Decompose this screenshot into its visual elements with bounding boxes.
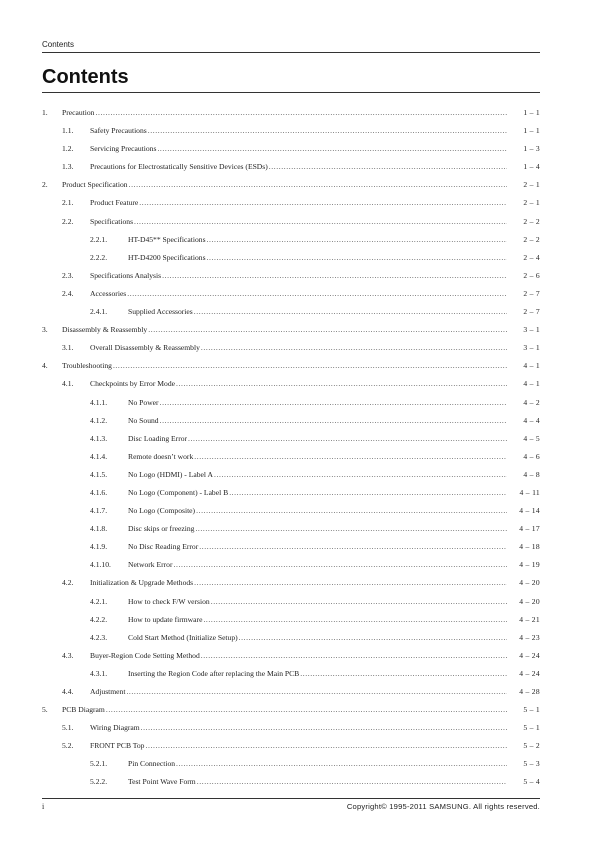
toc-entry-page: 1 – 1	[523, 108, 540, 117]
toc-entry-title: Specifications	[90, 216, 134, 226]
toc-entry-title: FRONT PCB Top	[90, 741, 145, 751]
toc-entry-page: 4 – 23	[519, 632, 540, 642]
toc-entry[interactable]	[42, 452, 540, 470]
toc-entry[interactable]	[42, 379, 540, 397]
toc-entry-page: 4 – 2	[523, 397, 540, 407]
toc-dot-leader	[188, 434, 507, 444]
toc-entry-page: 4 – 20	[519, 578, 540, 588]
toc-entry-title: Safety Precautions	[90, 126, 147, 136]
toc-dot-leader	[239, 633, 507, 643]
toc-entry[interactable]	[42, 217, 540, 235]
toc-entry-page: 4 – 11	[519, 487, 540, 497]
toc-dot-leader	[160, 416, 507, 426]
toc-entry-number: 4.2.1.	[90, 596, 108, 606]
toc-entry-title: Checkpoints by Error Mode	[90, 379, 175, 389]
toc-entry-number: 4.1.10.	[90, 560, 111, 570]
toc-dot-leader	[207, 253, 507, 263]
footer-copyright: Copyright© 1995-2011 SAMSUNG. All rights reserved.	[346, 802, 540, 811]
toc-entry[interactable]	[42, 235, 540, 253]
toc-dot-leader	[113, 361, 507, 371]
toc-entry-number: 5.2.2.	[90, 777, 108, 787]
toc-entry-title: Overall Disassembly & Reassembly	[90, 343, 200, 353]
toc-entry-page: 2 – 6	[523, 270, 540, 280]
toc-dot-leader	[197, 777, 507, 787]
toc-entry[interactable]	[42, 416, 540, 434]
toc-entry-number: 5.	[42, 705, 48, 715]
toc-entry-number: 1.1.	[62, 126, 74, 136]
toc-dot-leader	[201, 343, 507, 353]
toc-entry-title: Buyer-Region Code Setting Method	[90, 650, 200, 660]
toc-dot-leader	[134, 217, 507, 227]
toc-entry[interactable]	[42, 597, 540, 615]
toc-entry-title: No Logo (HDMI) - Label A	[128, 469, 213, 479]
toc-dot-leader	[106, 705, 507, 715]
toc-entry-title: How to check F/W version	[128, 596, 210, 606]
toc-entry-title: Initialization & Upgrade Methods	[90, 578, 194, 588]
running-header	[42, 40, 540, 53]
toc-entry[interactable]	[42, 705, 540, 723]
toc-entry-title: Network Error	[128, 560, 173, 570]
toc-entry[interactable]	[42, 398, 540, 416]
toc-entry-page: 1 – 4	[523, 162, 540, 172]
toc-entry-page: 2 – 1	[523, 198, 540, 208]
toc-entry-title: Specifications Analysis	[90, 270, 162, 280]
toc-entry-page: 4 – 8	[523, 469, 540, 479]
toc-dot-leader	[196, 506, 507, 516]
toc-entry-page: 2 – 2	[523, 216, 540, 226]
toc-entry[interactable]	[42, 343, 540, 361]
toc-entry-number: 4.2.2.	[90, 614, 108, 624]
toc-entry[interactable]	[42, 126, 540, 144]
toc-dot-leader	[126, 687, 507, 697]
toc-dot-leader	[211, 597, 507, 607]
toc-entry-title: No Logo (Component) - Label B	[128, 487, 229, 497]
toc-entry[interactable]	[42, 307, 540, 325]
toc-entry[interactable]	[42, 741, 540, 759]
toc-entry-number: 4.	[42, 361, 48, 371]
toc-entry-title: Disassembly & Reassembly	[62, 325, 148, 335]
toc-dot-leader	[229, 488, 507, 498]
toc-entry-number: 4.1.9.	[90, 542, 108, 552]
toc-entry-title: Inserting the Region Code after replacing the Main PCB	[128, 668, 300, 678]
toc-dot-leader	[194, 578, 507, 588]
toc-entry-title: Precautions for Electrostatically Sensitive Devices (ESDs)	[90, 162, 268, 172]
toc-entry-number: 4.1.8.	[90, 524, 108, 534]
toc-entry-page: 2 – 7	[523, 307, 540, 317]
toc-entry-page: 4 – 24	[519, 650, 540, 660]
toc-entry-title: Cold Start Method (Initialize Setup)	[128, 632, 238, 642]
toc-entry-number: 4.1.4.	[90, 451, 108, 461]
toc-entry[interactable]	[42, 434, 540, 452]
toc-dot-leader	[157, 144, 507, 154]
toc-entry-title: No Sound	[128, 415, 159, 425]
toc-entry[interactable]	[42, 542, 540, 560]
toc-dot-leader	[148, 325, 507, 335]
toc-entry[interactable]	[42, 325, 540, 343]
toc-entry-title: No Power	[128, 397, 159, 407]
toc-entry-number: 4.1.5.	[90, 469, 108, 479]
toc-entry[interactable]	[42, 759, 540, 777]
toc-entry-number: 2.2.1.	[90, 234, 108, 244]
toc-entry-page: 4 – 4	[523, 415, 540, 425]
toc-entry-title: How to update firmware	[128, 614, 203, 624]
toc-entry-title: Supplied Accessories	[128, 307, 193, 317]
toc-entry[interactable]	[42, 633, 540, 651]
toc-entry[interactable]	[42, 162, 540, 180]
toc-entry-number: 3.1.	[62, 343, 74, 353]
toc-dot-leader	[148, 126, 507, 136]
toc-entry-number: 4.4.	[62, 687, 74, 696]
toc-entry-number: 4.1.3.	[90, 433, 108, 443]
toc-entry[interactable]	[42, 524, 540, 542]
toc-entry[interactable]	[42, 669, 540, 687]
toc-entry-number: 1.3.	[62, 162, 74, 172]
toc-entry-page: 4 – 28	[519, 687, 540, 696]
toc-entry[interactable]	[42, 289, 540, 307]
toc-entry-page: 3 – 1	[523, 343, 540, 353]
toc-entry[interactable]	[42, 560, 540, 578]
toc-entry-number: 2.4.1.	[90, 307, 108, 317]
toc-entry-number: 4.1.	[62, 379, 74, 389]
toc-dot-leader	[199, 542, 507, 552]
toc-dot-leader	[194, 307, 507, 317]
toc-entry[interactable]	[42, 198, 540, 216]
toc-dot-leader	[174, 560, 508, 570]
toc-entry[interactable]	[42, 108, 540, 126]
toc-entry-title: Precaution	[62, 108, 95, 117]
toc-dot-leader	[145, 741, 507, 751]
toc-entry-title: Product Specification	[62, 180, 128, 190]
toc-entry-number: 4.2.3.	[90, 632, 108, 642]
toc-entry-number: 2.2.2.	[90, 252, 108, 262]
toc-entry-title: Product Feature	[90, 198, 139, 208]
toc-dot-leader	[162, 271, 507, 281]
toc-entry-page: 2 – 1	[523, 180, 540, 190]
toc-entry-page: 1 – 1	[523, 126, 540, 136]
toc-entry-page: 4 – 14	[519, 506, 540, 516]
toc-entry-number: 4.3.1.	[90, 668, 108, 678]
toc-dot-leader	[201, 651, 507, 661]
toc-entry[interactable]	[42, 506, 540, 524]
toc-dot-leader	[129, 180, 507, 190]
toc-dot-leader	[194, 452, 507, 462]
toc-entry-number: 4.1.6.	[90, 487, 108, 497]
toc-entry-number: 2.3.	[62, 270, 74, 280]
toc-entry[interactable]	[42, 578, 540, 596]
toc-entry-title: HT-D45** Specifications	[128, 234, 206, 244]
toc-entry[interactable]	[42, 651, 540, 669]
toc-entry-page: 4 – 21	[519, 614, 540, 624]
toc-dot-leader	[160, 398, 507, 408]
toc-entry-number: 5.2.	[62, 741, 74, 751]
toc-entry-page: 4 – 19	[519, 560, 540, 570]
toc-dot-leader	[269, 162, 507, 172]
toc-entry-title: Servicing Precautions	[90, 144, 157, 154]
toc-entry-page: 4 – 6	[523, 451, 540, 461]
toc-entry-page: 5 – 1	[523, 723, 540, 733]
toc-entry-number: 4.1.2.	[90, 415, 108, 425]
toc-entry[interactable]	[42, 615, 540, 633]
page-title: Contents	[42, 66, 129, 88]
toc-entry-number: 4.2.	[62, 578, 74, 588]
toc-entry-number: 2.	[42, 180, 48, 190]
toc-dot-leader	[176, 759, 507, 769]
toc-entry[interactable]	[42, 687, 540, 705]
toc-entry-title: No Disc Reading Error	[128, 542, 199, 552]
running-header-label: Contents	[42, 40, 75, 49]
toc-entry-page: 2 – 7	[523, 288, 540, 298]
toc-entry-title: HT-D4200 Specifications	[128, 252, 206, 262]
toc-entry-page: 2 – 4	[523, 252, 540, 262]
toc-dot-leader	[203, 615, 507, 625]
toc-entry-page: 5 – 2	[523, 741, 540, 751]
toc-entry-page: 4 – 5	[523, 433, 540, 443]
toc-entry-page: 4 – 20	[519, 596, 540, 606]
toc-entry-title: No Logo (Composite)	[128, 506, 196, 516]
toc-entry-page: 4 – 24	[519, 668, 540, 678]
toc-dot-leader	[214, 470, 507, 480]
toc-dot-leader	[176, 379, 507, 389]
toc-entry-title: Test Point Wave Form	[128, 777, 196, 787]
toc-entry-title: Accessories	[90, 288, 127, 298]
toc-dot-leader	[195, 524, 507, 534]
toc-entry-number: 5.2.1.	[90, 759, 108, 769]
toc-entry-page: 5 – 4	[523, 777, 540, 787]
toc-entry[interactable]	[42, 253, 540, 271]
toc-dot-leader	[300, 669, 507, 679]
toc-entry-page: 2 – 2	[523, 234, 540, 244]
toc-entry-number: 5.1.	[62, 723, 74, 733]
toc-entry-title: Pin Connection	[128, 759, 176, 769]
toc-entry-number: 1.2.	[62, 144, 74, 154]
toc-entry-page: 4 – 17	[519, 524, 540, 534]
page-footer	[42, 798, 540, 813]
toc-entry-page: 4 – 1	[523, 361, 540, 371]
toc-entry[interactable]	[42, 777, 540, 795]
toc-entry-number: 3.	[42, 325, 48, 335]
toc-entry[interactable]	[42, 180, 540, 198]
toc-dot-leader	[127, 289, 507, 299]
toc-entry-title: Disc skips or freezing	[128, 524, 195, 534]
toc-dot-leader	[139, 198, 507, 208]
toc-dot-leader	[207, 235, 507, 245]
toc-entry-title: Remote doesn’t work	[128, 451, 194, 461]
page-title-block	[42, 66, 540, 93]
toc-entry-number: 4.1.7.	[90, 506, 108, 516]
toc-entry[interactable]	[42, 361, 540, 379]
toc-entry[interactable]	[42, 144, 540, 162]
toc-entry-number: 4.1.1.	[90, 397, 108, 407]
toc-entry[interactable]	[42, 488, 540, 506]
toc-entry-page: 4 – 18	[519, 542, 540, 552]
toc-dot-leader	[141, 723, 507, 733]
toc-entry-title: PCB Diagram	[62, 705, 105, 715]
toc-entry-number: 4.3.	[62, 650, 74, 660]
toc-entry-page: 3 – 1	[523, 325, 540, 335]
toc-entry-number: 2.2.	[62, 216, 74, 226]
footer-page-number: i	[42, 802, 45, 811]
toc-entry-number: 2.4.	[62, 288, 74, 298]
toc-entry-title: Disc Loading Error	[128, 433, 188, 443]
toc-entry-number: 2.1.	[62, 198, 74, 208]
toc-entry-page: 5 – 3	[523, 759, 540, 769]
toc-entry-page: 1 – 3	[523, 144, 540, 154]
toc-entry[interactable]	[42, 271, 540, 289]
toc-entry-number: 1.	[42, 108, 48, 117]
toc-entry-title: Adjustment	[90, 687, 126, 696]
toc-entry-title: Troubleshooting	[62, 361, 112, 371]
toc-dot-leader	[95, 108, 507, 118]
toc-entry-title: Wiring Diagram	[90, 723, 140, 733]
toc-entry-page: 4 – 1	[523, 379, 540, 389]
table-of-contents	[42, 108, 540, 796]
toc-entry-page: 5 – 1	[523, 705, 540, 715]
toc-entry[interactable]	[42, 723, 540, 741]
toc-entry[interactable]	[42, 470, 540, 488]
